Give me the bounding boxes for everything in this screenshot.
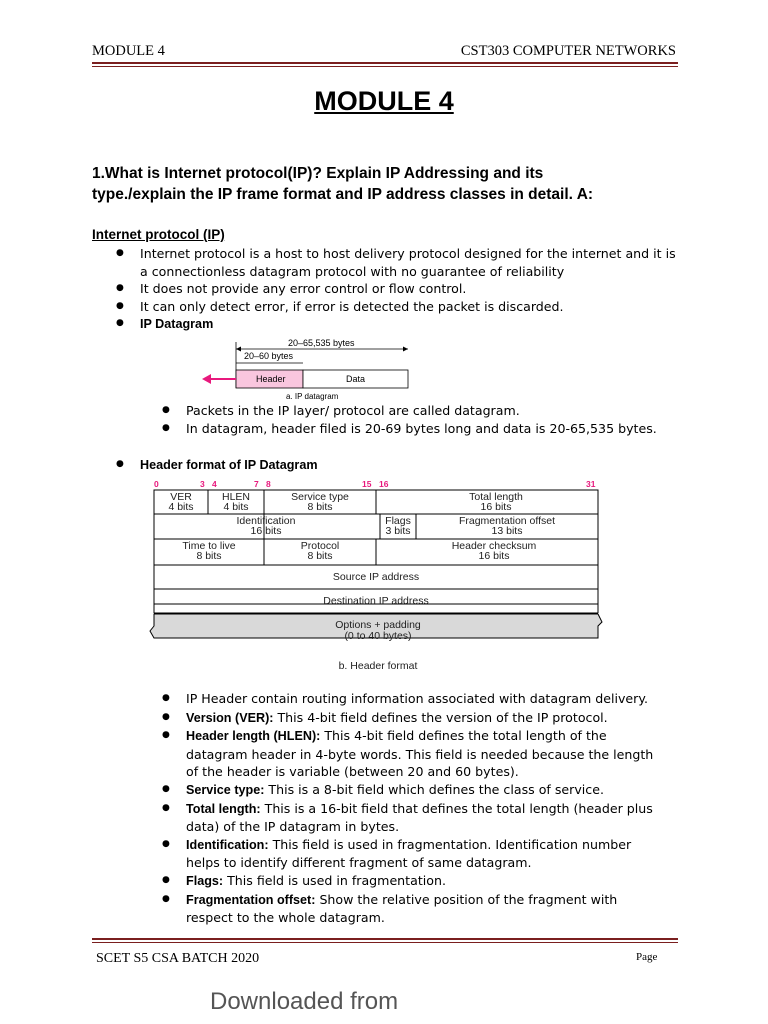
service-type-bits: 8 bits	[307, 501, 333, 513]
svg-text:4: 4	[212, 479, 217, 489]
ttl-label: Time to live	[182, 540, 236, 552]
svg-text:0: 0	[154, 479, 159, 489]
list-item: ● Internet protocol is a host to host delivery protocol designed for the internet and it is a connectionless datagram protocol with no guarantee of reliability	[116, 245, 678, 280]
svg-text:8: 8	[266, 479, 271, 489]
datagram-header-label: Header	[256, 374, 286, 384]
list-item: ● In datagram, header filed is 20-69 bytes long and data is 20-65,535 bytes.	[162, 420, 682, 438]
header-size-label: 20–60 bytes	[244, 351, 294, 361]
bit-position-markers	[154, 479, 596, 489]
list-item: ● IP Header contain routing information associated with datagram delivery.	[162, 690, 662, 709]
flags-bits: 3 bits	[385, 525, 411, 537]
ip-datagram-figure	[200, 334, 420, 402]
svg-text:31: 31	[586, 479, 596, 489]
destination-ip-label: Destination IP address	[323, 595, 429, 607]
list-item: ● Total length: This is a 16-bit field that defines the total length (header plus data) of the IP datagram in bytes.	[162, 800, 662, 836]
checksum-label: Header checksum	[451, 540, 537, 552]
options-label: Options + padding	[335, 619, 421, 631]
question-heading: 1.What is Internet protocol(IP)? Explain IP Addressing and its type./explain the IP frame format and IP address classes in detail. A:	[92, 165, 594, 203]
hlen-bits: 4 bits	[223, 501, 249, 513]
ttl-bits: 8 bits	[196, 550, 222, 562]
list-item: ● Identification: This field is used in fragmentation. Identification number helps to identify different fragment of same datagram.	[162, 836, 662, 872]
arrow-head-icon	[403, 347, 408, 352]
left-arrow-icon	[202, 374, 211, 384]
header-format-caption: b. Header format	[338, 660, 418, 672]
service-type-label: Service type	[291, 491, 349, 503]
list-item: ● Service type: This is a 8-bit field which defines the class of service.	[162, 781, 662, 800]
list-item: ● Fragmentation offset: Show the relative position of the fragment with respect to the whole datagram.	[162, 891, 662, 927]
header-format-list	[116, 456, 416, 475]
fragmentation-offset-bits: 13 bits	[491, 525, 523, 537]
identification-label: Identification	[236, 515, 296, 527]
checksum-bits: 16 bits	[478, 550, 510, 562]
total-size-label: 20–65,535 bytes	[288, 338, 355, 348]
svg-text:15: 15	[362, 479, 372, 489]
total-length-bits: 16 bits	[480, 501, 512, 513]
field-bullet-list	[162, 690, 662, 927]
flags-label: Flags	[385, 515, 411, 527]
download-watermark: Downloaded from	[210, 988, 399, 1015]
list-item: ● It can only detect error, if error is detected the packet is discarded.	[116, 298, 678, 316]
datagram-data-label: Data	[346, 374, 366, 384]
ver-label: VER	[170, 491, 192, 503]
list-item: ● Header length (HLEN): This 4-bit field defines the total length of the datagram header in 4-byte words. This field is needed because the length of the header is variable (between 20 and 60 bytes).	[162, 727, 662, 781]
identification-bits: 16 bits	[250, 525, 282, 537]
list-item: ● Version (VER): This 4-bit field defines the version of the IP protocol.	[162, 709, 662, 728]
total-length-label: Total length	[469, 491, 523, 503]
footer-page: Page	[636, 951, 658, 963]
list-item: ● It does not provide any error control or flow control.	[116, 280, 678, 298]
section-subheading: Internet protocol (IP)	[92, 227, 225, 242]
svg-text:16: 16	[379, 479, 389, 489]
ip-header-format-figure	[148, 476, 608, 674]
source-ip-label: Source IP address	[332, 571, 420, 583]
list-item: ● Packets in the IP layer/ protocol are called datagram.	[162, 402, 682, 420]
list-item: ● Header format of IP Datagram	[116, 456, 416, 475]
arrow-tail-icon	[236, 347, 241, 352]
datagram-bullet-list	[162, 402, 682, 437]
header-rule	[92, 62, 678, 64]
protocol-bits: 8 bits	[307, 550, 333, 562]
footer-batch: SCET S5 CSA BATCH 2020	[96, 951, 260, 966]
ver-bits: 4 bits	[168, 501, 194, 513]
list-item: ● IP Datagram	[116, 315, 678, 334]
options-bits: (0 to 40 bytes)	[344, 630, 412, 642]
footer-rule-thin	[92, 942, 678, 943]
protocol-label: Protocol	[300, 540, 340, 552]
svg-text:7: 7	[254, 479, 259, 489]
svg-text:3: 3	[200, 479, 205, 489]
header-course: CST303 COMPUTER NETWORKS	[460, 43, 676, 59]
page-title: MODULE 4	[314, 86, 454, 116]
fragmentation-offset-label: Fragmentation offset	[458, 515, 556, 527]
header-rule-thin	[92, 66, 678, 67]
header-module: MODULE 4	[92, 43, 165, 59]
intro-bullet-list	[116, 245, 678, 334]
list-item: ● Flags: This field is used in fragmentation.	[162, 872, 662, 891]
hlen-label: HLEN	[221, 491, 251, 503]
footer-rule	[92, 938, 678, 940]
datagram-caption: a. IP datagram	[286, 392, 339, 401]
